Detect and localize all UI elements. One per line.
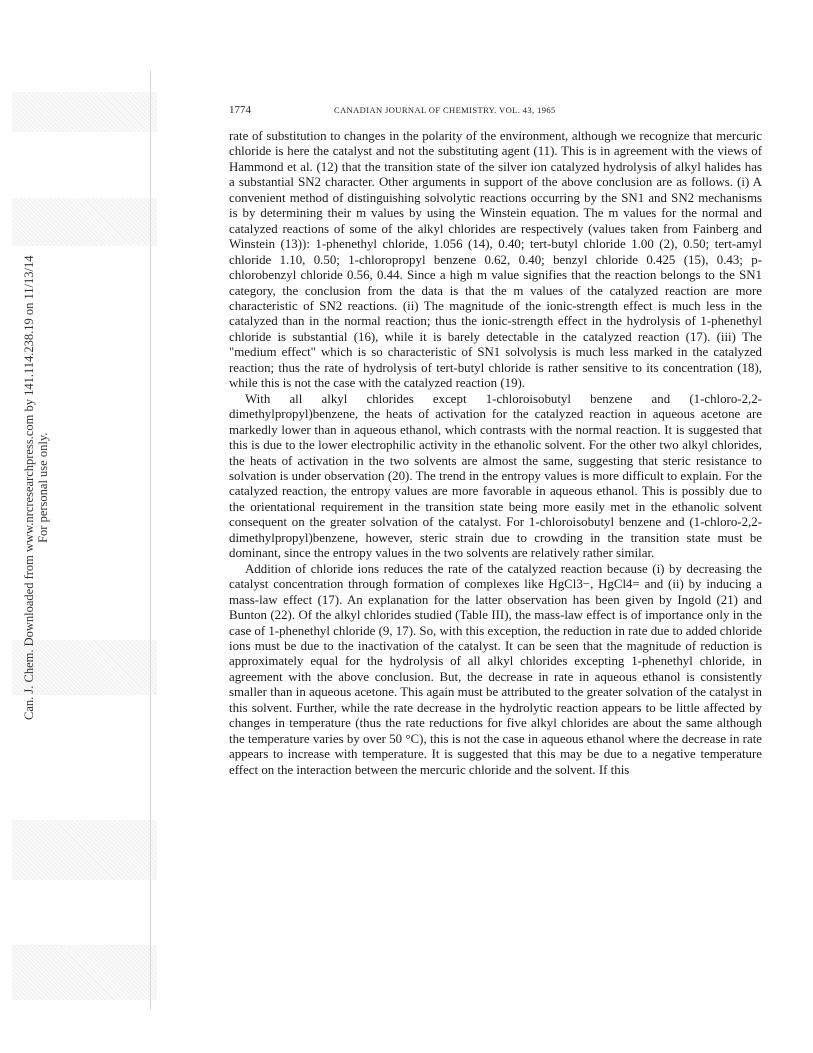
- page-number: 1774: [229, 104, 251, 116]
- margin-rule: [150, 70, 151, 1010]
- paragraph: With all alkyl chlorides except 1-chloroisobutyl benzene and (1-chloro-2,2-dimethylpropyl)benzene, the heats of activation for the catalyzed reaction in aqueous acetone are markedly lower than in aqueous ethanol, which contrasts with the normal reaction. It is suggested that this is due to the lower electrophilic activity in the ethanolic solvent. For the other two alkyl chlorides, the heats of activation in the two solvents are almost the same, suggesting that steric resistance to solvation is under observation (20). The trend in the entropy values is more difficult to explain. For the catalyzed reaction, the entropy values are more favorable in aqueous ethanol. This is possibly due to the orientational requirement in the transition state being more easily met in the ethanolic solvent consequent on the greater solvation of the catalyst. For 1-chloroisobutyl benzene and (1-chloro-2,2-dimethylpropyl)benzene, however, steric strain due to crowding in the transition state must be dominant, since the entropy values in the two solvents are relatively rather similar.: [229, 391, 762, 561]
- scan-noise: [12, 820, 157, 880]
- journal-page: [229, 104, 762, 778]
- download-line-2: For personal use only.: [36, 432, 50, 543]
- scan-noise: [12, 198, 157, 246]
- scan-noise: [12, 92, 157, 132]
- download-notice: [22, 256, 50, 721]
- article-body: [229, 129, 762, 778]
- journal-title: CANADIAN JOURNAL OF CHEMISTRY. VOL. 43, 1965: [334, 105, 556, 115]
- paragraph: Addition of chloride ions reduces the rate of the catalyzed reaction because (i) by decreasing the catalyst concentration through formation of complexes like HgCl3−, HgCl4= and (ii) by inducing a mass-law effect (17). An explanation for the latter observation has been given by Ingold (21) and Bunton (22). Of the alkyl chlorides studied (Table III), the mass-law effect is of importance only in the case of 1-phenethyl chloride (9, 17). So, with this exception, the reduction in rate due to added chloride ions must be due to the inactivation of the catalyst. It can be seen that the magnitude of reduction is approximately equal for the hydrolysis of all alkyl chlorides excepting 1-phenethyl chloride, in agreement with the above conclusion. But, the decrease in rate in aqueous ethanol is consistently smaller than in aqueous acetone. This again must be attributed to the greater solvation of the catalyst in this solvent. Further, while the rate decrease in the hydrolytic reaction appears to be little affected by changes in temperature (thus the rate reductions for five alkyl chlorides are about the same although the temperature varies by over 50 °C), this is not the case in aqueous ethanol where the decrease in rate appears to increase with temperature. It is suggested that this may be due to a negative temperature effect on the interaction between the mercuric chloride and the solvent. If this: [229, 561, 763, 777]
- scan-noise: [12, 945, 157, 1000]
- running-head: [229, 104, 762, 119]
- paragraph: rate of substitution to changes in the polarity of the environment, although we recognize that mercuric chloride is here the catalyst and not the substituting agent (11). This is in agreement with the views of Hammond et al. (12) that the transition state of the silver ion catalyzed hydrolysis of alkyl halides has a substantial SN2 character. Other arguments in support of the above conclusion are as follows. (i) A convenient method of distinguishing solvolytic reactions occurring by the SN1 and SN2 mechanisms is by determining their m values by using the Winstein equation. The m values for the normal and catalyzed reactions of some of the alkyl chlorides are respectively (values taken from Fainberg and Winstein (13)): 1-phenethyl chloride, 1.056 (14), 0.40; tert-butyl chloride 1.00 (2), 0.50; tert-amyl chloride 1.10, 0.50; 1-chloropropyl benzene 0.62, 0.40; benzyl chloride 0.425 (15), 0.43; p-chlorobenzyl chloride 0.56, 0.44. Since a high m value signifies that the reaction belongs to the SN1 category, the conclusion from the data is that the m values of the catalyzed reaction are more characteristic of SN2 reactions. (ii) The magnitude of the ionic-strength effect is much less in the catalyzed than in the normal reaction; thus the ionic-strength effect in the hydrolysis of 1-phenethyl chloride is substantial (16), while it is barely detectable in the catalyzed reaction (17). (iii) The "medium effect" which is so characteristic of SN1 solvolysis is much less marked in the catalyzed reaction; thus the rate of hydrolysis of tert-butyl chloride is rather sensitive to its concentration (18), while this is not the case with the catalyzed reaction (19).: [229, 129, 762, 391]
- scan-margin: [0, 0, 165, 1053]
- download-line-1: Can. J. Chem. Downloaded from www.nrcresearchpress.com by 141.114.238.19 on 11/13/14: [22, 255, 36, 720]
